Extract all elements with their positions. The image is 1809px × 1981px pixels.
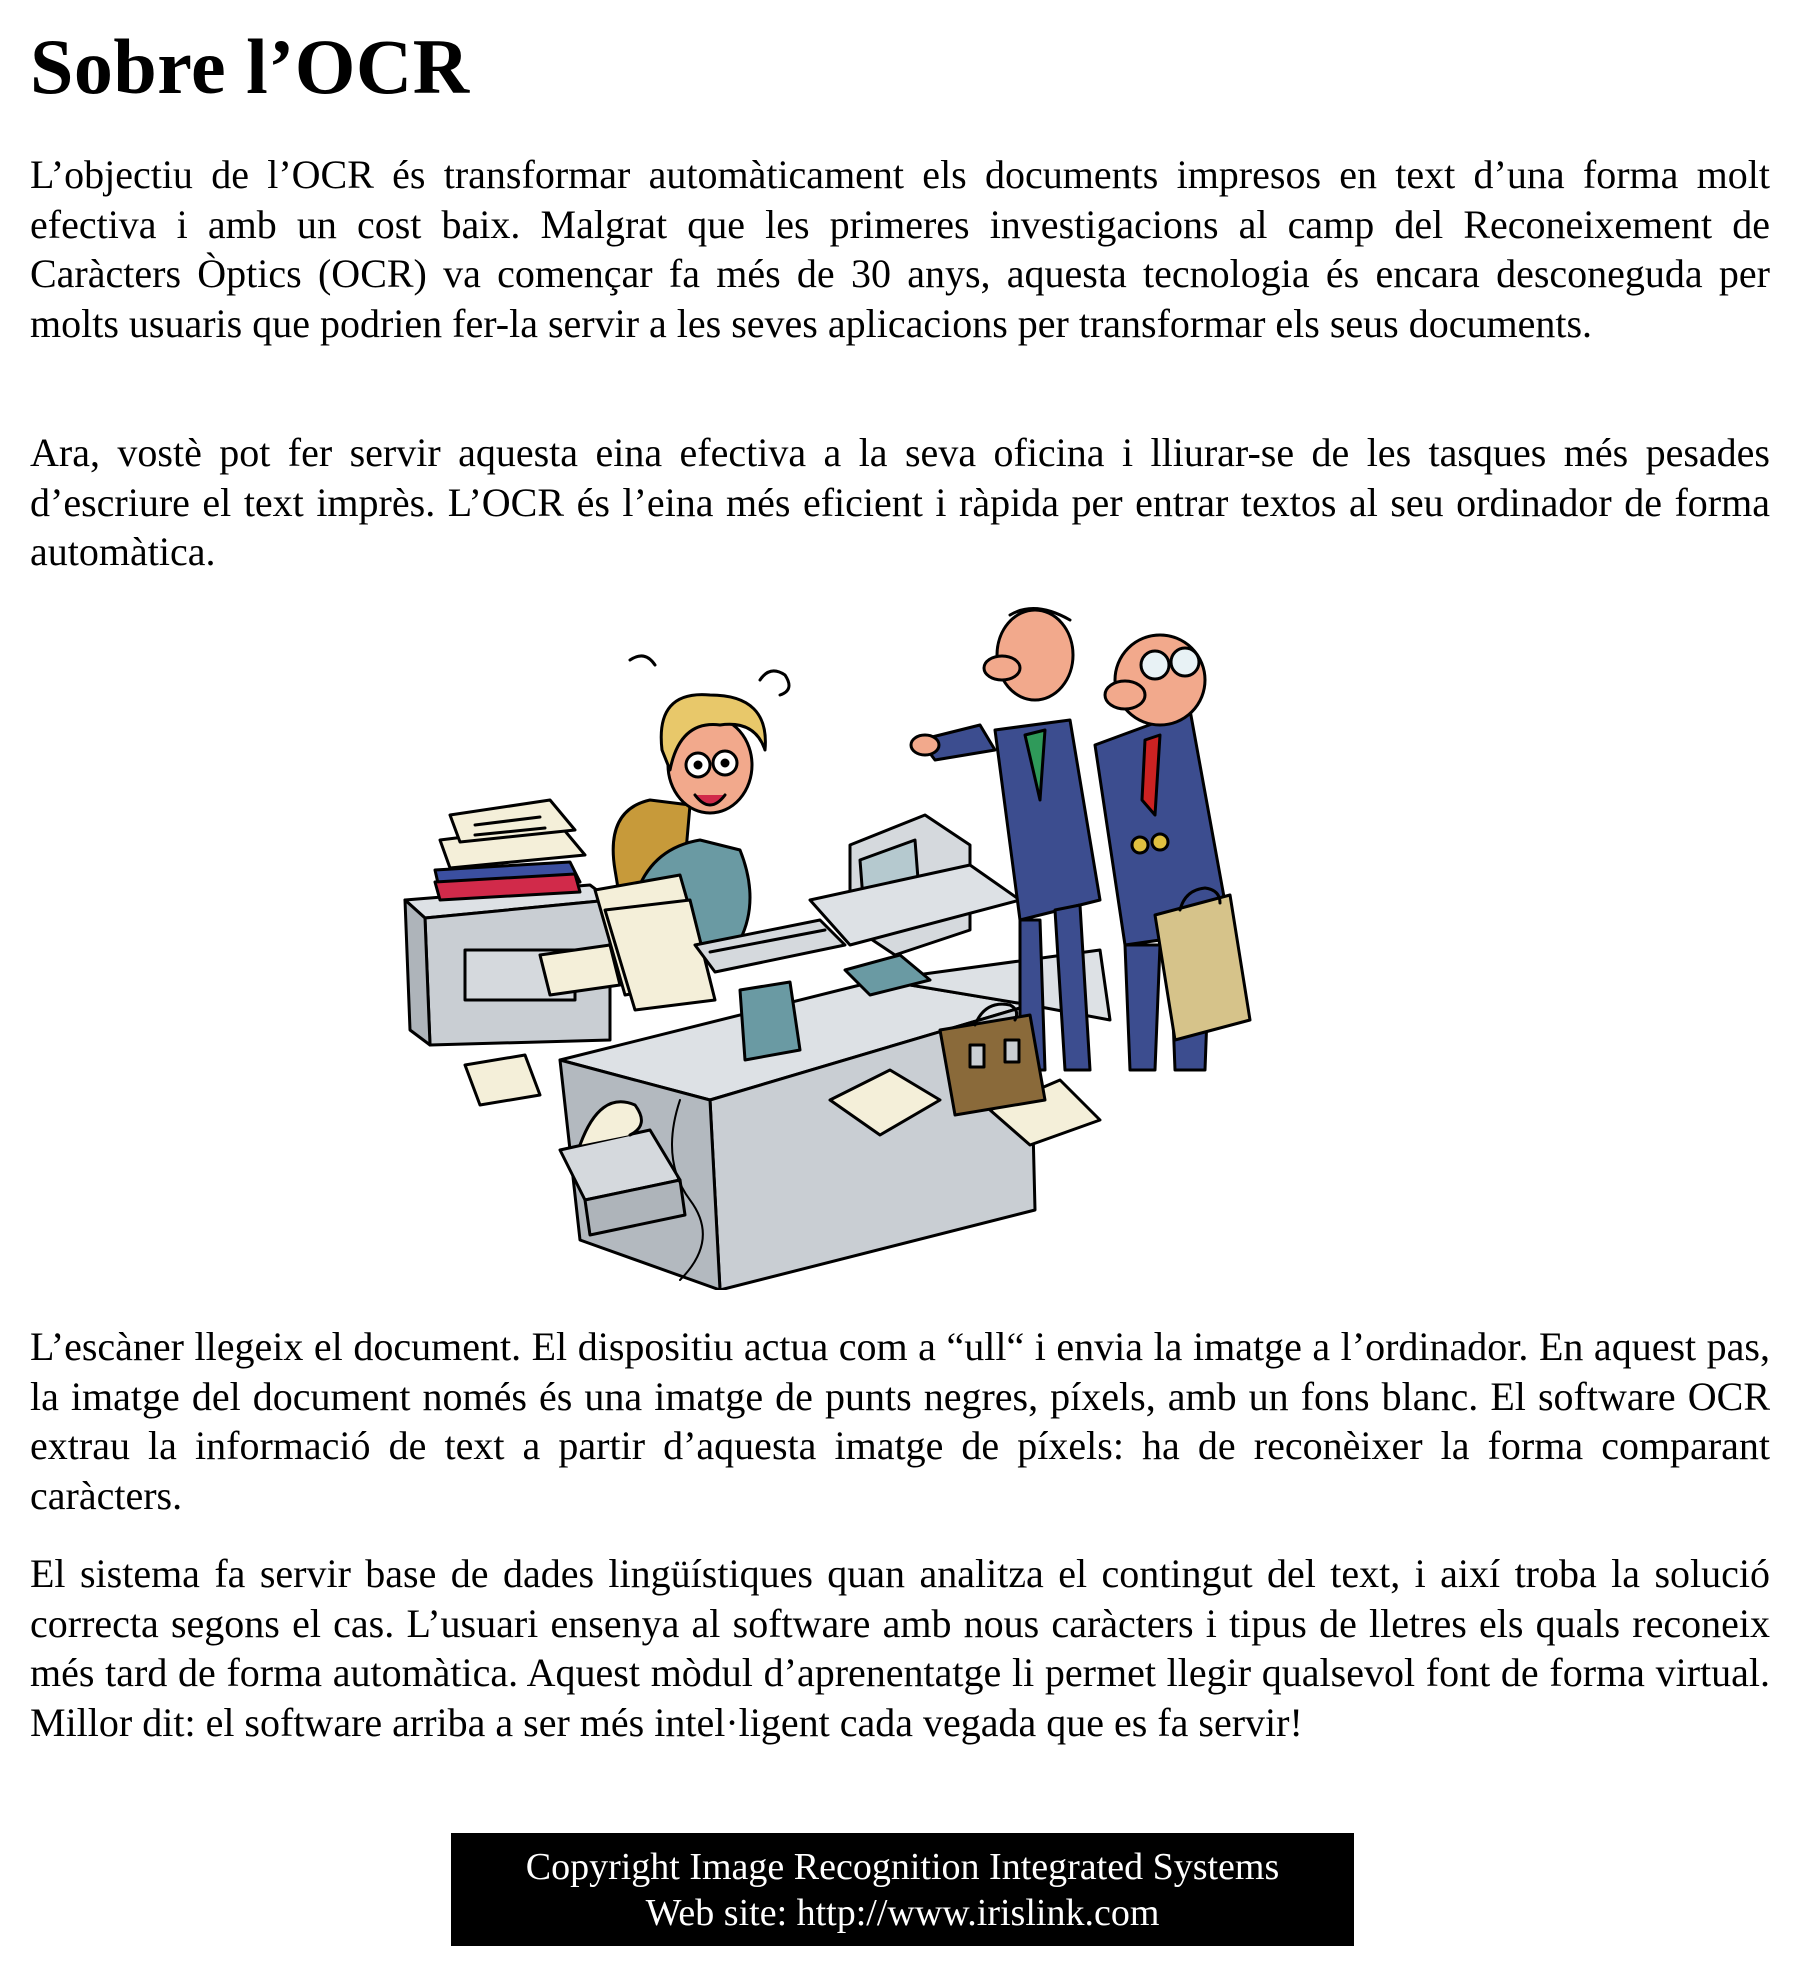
paragraph-intro: L’objectiu de l’OCR és transformar automàticament els documents impresos en text d’una forma molt efectiva i amb un cost baix. Malgrat que les primeres investigacions al camp del Reconeixement de Caràcters Òptics (OCR) va començar fa més de 30 anys, aquesta tecnologia és encara desconeguda per molts usuaris que podrien fer-la servir a les seves aplicacions per transformar els seus documents. bbox=[30, 152, 1770, 346]
copyright-box bbox=[451, 1833, 1354, 1946]
paragraph-office: Ara, vostè pot fer servir aquesta eina efectiva a la seva oficina i lliurar-se de les tasques més pesades d’escriure el text imprès. L’OCR és l’eina més eficient i ràpida per entrar textos al seu ordinador de forma automàtica. bbox=[30, 430, 1770, 574]
copyright-line: Copyright Image Recognition Integrated Systems bbox=[525, 1846, 1280, 1888]
paragraph-scanner: L’escàner llegeix el document. El dispositiu actua com a “ull“ i envia la imatge a l’ordinador. En aquest pas, la imatge del document només és una imatge de punts negres, píxels, amb un fons blanc. El software OCR extrau la informació de text a partir d’aquesta imatge de píxels: ha de reconèixer la forma comparant caràcters. bbox=[30, 1324, 1770, 1518]
paragraph-learning: El sistema fa servir base de dades lingüístiques quan analitza el contingut del text, i així troba la solució correcta segons el cas. L’usuari ensenya al software amb nous caràcters i tipus de lletres els quals reconeix més tard de forma automàtica. Aquest mòdul d’aprenentatge li permet llegir qualsevol font de forma virtual. Millor dit: el software arriba a ser més intel·ligent cada vegada que es fa servir! bbox=[30, 1551, 1770, 1745]
page-title: Sobre l’OCR bbox=[30, 23, 470, 110]
website-line: Web site: http://www.irislink.com bbox=[645, 1892, 1160, 1934]
briefcase bbox=[1155, 888, 1250, 1040]
folder-stack bbox=[435, 800, 585, 900]
office-cartoon-illustration bbox=[380, 600, 1480, 1290]
computer-monitor bbox=[810, 815, 1020, 955]
